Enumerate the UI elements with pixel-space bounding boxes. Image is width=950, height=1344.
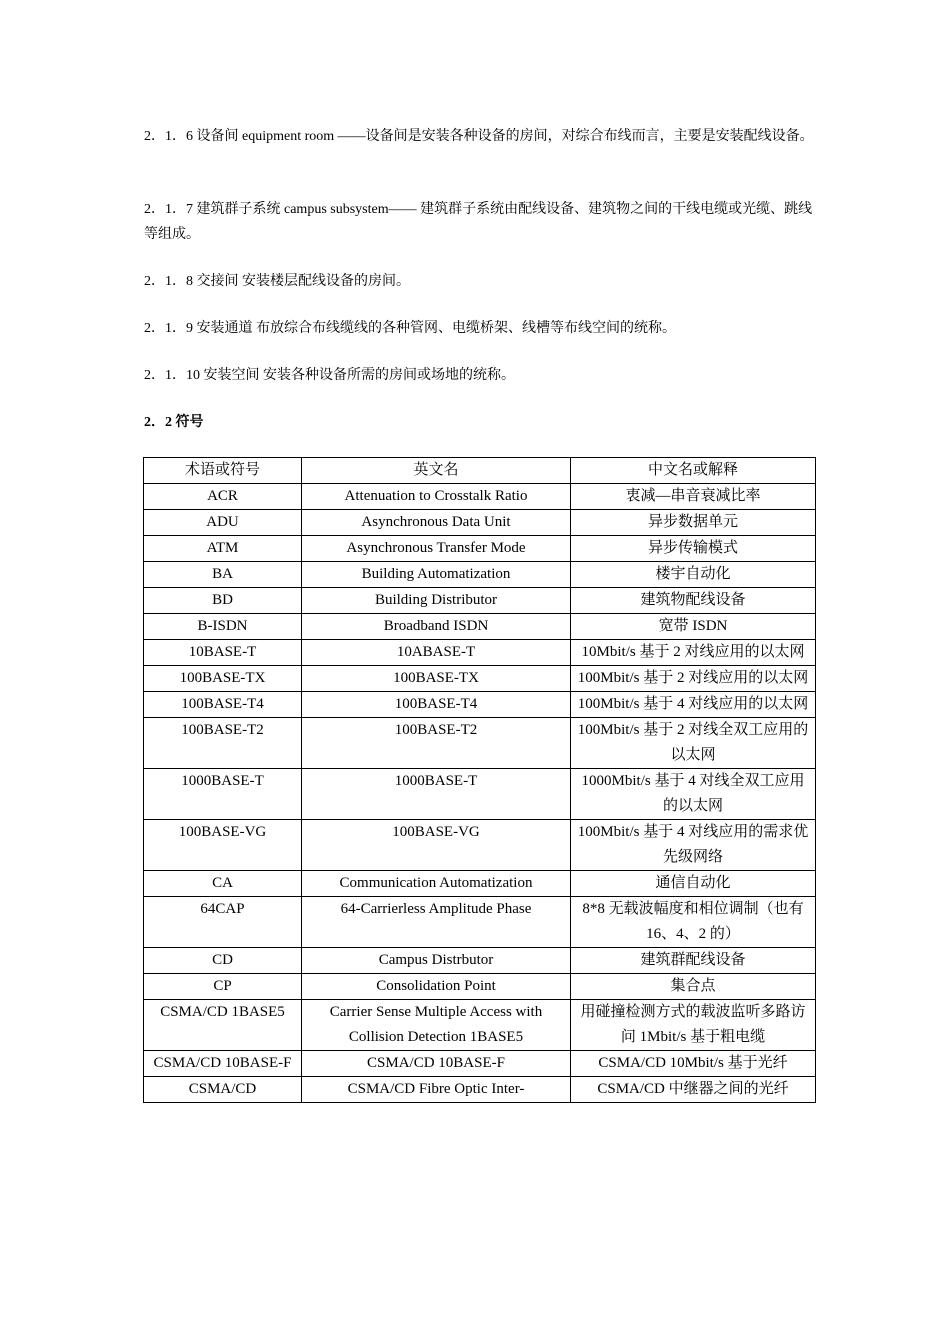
cell-term: CA bbox=[144, 871, 302, 897]
cell-term: ATM bbox=[144, 536, 302, 562]
cell-term: CSMA/CD 1BASE5 bbox=[144, 1000, 302, 1051]
cell-chinese: 异步传输模式 bbox=[571, 536, 816, 562]
cell-term: ADU bbox=[144, 510, 302, 536]
paragraph-2-1-8: 2．1．8 交接间 安装楼层配线设备的房间。 bbox=[144, 274, 410, 289]
cell-chinese: 建筑群配线设备 bbox=[571, 948, 816, 974]
cell-chinese: CSMA/CD 中继器之间的光纤 bbox=[571, 1077, 816, 1103]
cell-term: B-ISDN bbox=[144, 614, 302, 640]
cell-term: 1000BASE-T bbox=[144, 769, 302, 820]
table-row bbox=[144, 536, 816, 562]
cell-term: CSMA/CD bbox=[144, 1077, 302, 1103]
table-row bbox=[144, 588, 816, 614]
table-row bbox=[144, 948, 816, 974]
table-row bbox=[144, 614, 816, 640]
table-row bbox=[144, 484, 816, 510]
cell-english: 10ABASE-T bbox=[302, 640, 571, 666]
cell-chinese: 异步数据单元 bbox=[571, 510, 816, 536]
cell-english: Consolidation Point bbox=[302, 974, 571, 1000]
cell-english: Asynchronous Transfer Mode bbox=[302, 536, 571, 562]
table-row bbox=[144, 1051, 816, 1077]
table-header-row bbox=[144, 458, 816, 484]
cell-english: Campus Distrbutor bbox=[302, 948, 571, 974]
cell-chinese: 集合点 bbox=[571, 974, 816, 1000]
cell-term: 64CAP bbox=[144, 897, 302, 948]
table-row bbox=[144, 510, 816, 536]
cell-english: 100BASE-VG bbox=[302, 820, 571, 871]
cell-english: CSMA/CD Fibre Optic Inter- bbox=[302, 1077, 571, 1103]
cell-term: BA bbox=[144, 562, 302, 588]
cell-english: Building Distributor bbox=[302, 588, 571, 614]
terms-table bbox=[143, 457, 816, 1103]
paragraph-2-1-6: 2．1．6 设备间 equipment room ——设备间是安装各种设备的房间，对综合布线而言，主要是安装配线设备。 bbox=[144, 129, 814, 144]
table-row bbox=[144, 692, 816, 718]
header-term: 术语或符号 bbox=[144, 458, 302, 484]
table-row bbox=[144, 820, 816, 871]
cell-english: 64-Carrierless Amplitude Phase bbox=[302, 897, 571, 948]
table-row bbox=[144, 562, 816, 588]
paragraph-2-1-7: 2．1．7 建筑群子系统 campus subsystem—— 建筑群子系统由配线设备、建筑物之间的干线电缆或光缆、跳线等组成。 bbox=[144, 202, 813, 242]
table-row bbox=[144, 897, 816, 948]
cell-term: 100BASE-TX bbox=[144, 666, 302, 692]
cell-chinese: CSMA/CD 10Mbit/s 基于光纤 bbox=[571, 1051, 816, 1077]
table-row bbox=[144, 769, 816, 820]
cell-chinese: 建筑物配线设备 bbox=[571, 588, 816, 614]
cell-term: 100BASE-T4 bbox=[144, 692, 302, 718]
table-row bbox=[144, 718, 816, 769]
cell-term: BD bbox=[144, 588, 302, 614]
cell-english: Broadband ISDN bbox=[302, 614, 571, 640]
cell-term: CD bbox=[144, 948, 302, 974]
cell-term: ACR bbox=[144, 484, 302, 510]
cell-term: 100BASE-T2 bbox=[144, 718, 302, 769]
cell-english: 100BASE-T4 bbox=[302, 692, 571, 718]
table-row bbox=[144, 1077, 816, 1103]
cell-chinese: 衷减—串音衰减比率 bbox=[571, 484, 816, 510]
cell-chinese: 100Mbit/s 基于 2 对线全双工应用的以太网 bbox=[571, 718, 816, 769]
cell-english: 1000BASE-T bbox=[302, 769, 571, 820]
paragraph-2-1-10: 2．1．10 安装空间 安装各种设备所需的房间或场地的统称。 bbox=[144, 368, 515, 383]
cell-term: CP bbox=[144, 974, 302, 1000]
header-chinese: 中文名或解释 bbox=[571, 458, 816, 484]
cell-chinese: 宽带 ISDN bbox=[571, 614, 816, 640]
cell-term: 10BASE-T bbox=[144, 640, 302, 666]
cell-english: 100BASE-T2 bbox=[302, 718, 571, 769]
cell-term: CSMA/CD 10BASE-F bbox=[144, 1051, 302, 1077]
table-row bbox=[144, 871, 816, 897]
cell-english: Asynchronous Data Unit bbox=[302, 510, 571, 536]
table-row bbox=[144, 666, 816, 692]
cell-chinese: 楼宇自动化 bbox=[571, 562, 816, 588]
table-row bbox=[144, 974, 816, 1000]
cell-english: Carrier Sense Multiple Access with Collision Detection 1BASE5 bbox=[302, 1000, 571, 1051]
table-row bbox=[144, 640, 816, 666]
cell-english: Building Automatization bbox=[302, 562, 571, 588]
table-row bbox=[144, 1000, 816, 1051]
cell-chinese: 100Mbit/s 基于 4 对线应用的以太网 bbox=[571, 692, 816, 718]
cell-chinese: 100Mbit/s 基于 2 对线应用的以太网 bbox=[571, 666, 816, 692]
cell-english: CSMA/CD 10BASE-F bbox=[302, 1051, 571, 1077]
cell-chinese: 10Mbit/s 基于 2 对线应用的以太网 bbox=[571, 640, 816, 666]
table-body bbox=[144, 484, 816, 1103]
cell-english: Communication Automatization bbox=[302, 871, 571, 897]
section-heading: 2．2 符号 bbox=[144, 415, 204, 430]
cell-english: Attenuation to Crosstalk Ratio bbox=[302, 484, 571, 510]
cell-term: 100BASE-VG bbox=[144, 820, 302, 871]
cell-english: 100BASE-TX bbox=[302, 666, 571, 692]
cell-chinese: 用碰撞检测方式的载波监听多路访问 1Mbit/s 基于粗电缆 bbox=[571, 1000, 816, 1051]
cell-chinese: 100Mbit/s 基于 4 对线应用的需求优先级网络 bbox=[571, 820, 816, 871]
cell-chinese: 通信自动化 bbox=[571, 871, 816, 897]
cell-chinese: 1000Mbit/s 基于 4 对线全双工应用的以太网 bbox=[571, 769, 816, 820]
header-english: 英文名 bbox=[302, 458, 571, 484]
cell-chinese: 8*8 无载波幅度和相位调制（也有 16、4、2 的） bbox=[571, 897, 816, 948]
paragraph-2-1-9: 2．1．9 安装通道 布放综合布线缆线的各种管网、电缆桥架、线槽等布线空间的统称。 bbox=[144, 321, 676, 336]
